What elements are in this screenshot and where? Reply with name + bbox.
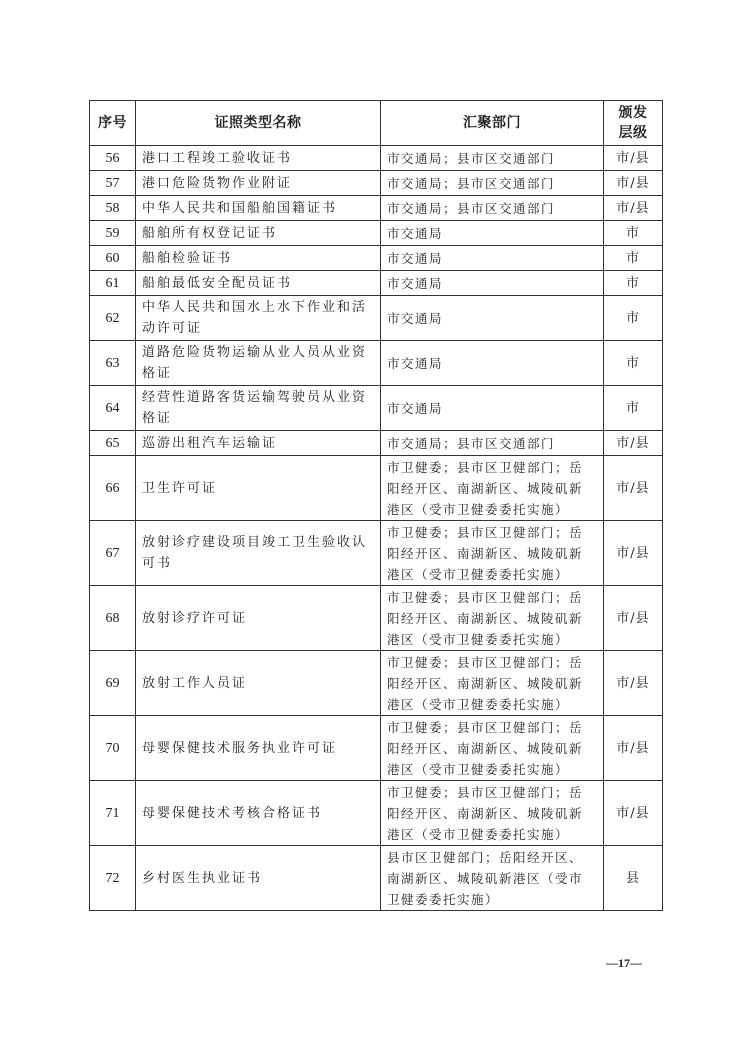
department (381, 386, 604, 431)
certificate-name (136, 846, 381, 911)
department-line: 市交通局；县市区交通部门 (387, 175, 556, 191)
department-line: 港区（受市卫健委委托实施） (387, 826, 570, 842)
table-row (90, 521, 663, 586)
department (381, 716, 604, 781)
table-header-row (90, 101, 663, 146)
department-line: 市卫健委；县市区卫健部门；岳 (387, 589, 584, 605)
certificate-name (136, 271, 381, 296)
department-line: 市卫健委；县市区卫健部门；岳 (387, 524, 584, 540)
department (381, 456, 604, 521)
table-row (90, 296, 663, 341)
table-row (90, 651, 663, 716)
row-number-text: 62 (105, 310, 120, 326)
issue-level-text: 市/县 (616, 740, 650, 756)
header-level-line: 颁发 (618, 105, 648, 121)
certificate-name-line: 道路危险货物运输从业人员从业资 (142, 345, 368, 360)
department-line: 阳经开区、南湖新区、城陵矶新 (387, 805, 584, 821)
certificate-name (136, 146, 381, 171)
department-line: 港区（受市卫健委委托实施） (387, 631, 570, 647)
issue-level (604, 521, 663, 586)
header-no: 序号 (90, 101, 136, 146)
issue-level (604, 296, 663, 341)
row-number (90, 146, 136, 171)
certificate-name (136, 221, 381, 246)
department (381, 246, 604, 271)
department (381, 196, 604, 221)
issue-level (604, 221, 663, 246)
certificate-name-line: 船舶最低安全配员证书 (142, 275, 293, 291)
issue-level (604, 716, 663, 781)
department (381, 271, 604, 296)
department-line: 阳经开区、南湖新区、城陵矶新 (387, 545, 584, 561)
row-number (90, 221, 136, 246)
department (381, 341, 604, 386)
row-number (90, 296, 136, 341)
department-line: 市交通局 (387, 225, 444, 241)
issue-level-text: 市/县 (616, 200, 650, 216)
row-number (90, 586, 136, 651)
department-line: 市卫健委；县市区卫健部门；岳 (387, 459, 584, 475)
issue-level (604, 846, 663, 911)
table-row (90, 196, 663, 221)
department-line: 市交通局；县市区交通部门 (387, 200, 556, 216)
table-row (90, 456, 663, 521)
header-level-line: 层级 (618, 125, 648, 141)
department (381, 431, 604, 456)
row-number (90, 271, 136, 296)
row-number-text: 56 (105, 150, 120, 166)
issue-level (604, 781, 663, 846)
issue-level (604, 246, 663, 271)
row-number-text: 65 (105, 435, 120, 451)
issue-level-text: 市/县 (616, 805, 650, 821)
table-row (90, 781, 663, 846)
certificate-name-line: 港口危险货物作业附证 (142, 175, 293, 191)
row-number (90, 431, 136, 456)
table-row (90, 271, 663, 296)
header-level (604, 101, 663, 146)
row-number (90, 341, 136, 386)
certificate-name (136, 296, 381, 341)
certificate-name-line: 港口工程竣工验收证书 (142, 150, 293, 166)
header-name: 证照类型名称 (136, 101, 381, 146)
issue-level-text: 市 (625, 400, 640, 416)
department-line: 阳经开区、南湖新区、城陵矶新 (387, 740, 584, 756)
certificate-name-line: 放射诊疗建设项目竣工卫生验收认 (142, 535, 368, 550)
department (381, 586, 604, 651)
department (381, 296, 604, 341)
issue-level-text: 市 (625, 355, 640, 371)
certificate-name (136, 196, 381, 221)
issue-level (604, 431, 663, 456)
certificate-name-line: 船舶检验证书 (142, 250, 233, 266)
row-number (90, 386, 136, 431)
certificate-name-line: 乡村医生执业证书 (142, 870, 263, 886)
row-number-text: 66 (105, 480, 120, 496)
issue-level (604, 171, 663, 196)
issue-level-text: 市/县 (616, 675, 650, 691)
certificate-name-line: 可书 (142, 556, 173, 571)
department (381, 146, 604, 171)
issue-level (604, 341, 663, 386)
issue-level-text: 市/县 (616, 480, 650, 496)
certificate-name (136, 386, 381, 431)
certificate-name-line: 动许可证 (142, 321, 203, 336)
table-row (90, 431, 663, 456)
table-row (90, 586, 663, 651)
department-line: 阳经开区、南湖新区、城陵矶新 (387, 610, 584, 626)
certificate-name-line: 格证 (142, 411, 173, 426)
certificate-name-line: 巡游出租汽车运输证 (142, 435, 278, 451)
table-row (90, 221, 663, 246)
row-number (90, 846, 136, 911)
issue-level-text: 县 (625, 870, 640, 886)
department-line: 港区（受市卫健委委托实施） (387, 501, 570, 517)
table-row (90, 716, 663, 781)
row-number (90, 246, 136, 271)
header-dept: 汇聚部门 (381, 101, 604, 146)
row-number-text: 63 (105, 355, 120, 371)
department-line: 市交通局 (387, 275, 444, 291)
table-row (90, 171, 663, 196)
issue-level-text: 市 (625, 225, 640, 241)
department (381, 781, 604, 846)
department (381, 171, 604, 196)
issue-level-text: 市/县 (616, 610, 650, 626)
department-line: 市交通局 (387, 355, 444, 371)
department-line: 阳经开区、南湖新区、城陵矶新 (387, 675, 584, 691)
department-line: 市交通局 (387, 310, 444, 326)
certificate-name (136, 781, 381, 846)
department-line: 卫健委委托实施） (387, 891, 500, 907)
department (381, 651, 604, 716)
issue-level (604, 271, 663, 296)
certificate-name (136, 341, 381, 386)
row-number-text: 61 (105, 275, 120, 291)
row-number-text: 72 (105, 870, 120, 886)
row-number (90, 651, 136, 716)
issue-level (604, 586, 663, 651)
issue-level-text: 市/县 (616, 175, 650, 191)
department (381, 521, 604, 586)
row-number-text: 71 (105, 805, 120, 821)
certificate-name-line: 中华人民共和国水上水下作业和活 (142, 300, 368, 315)
department-line: 港区（受市卫健委委托实施） (387, 761, 570, 777)
issue-level-text: 市 (625, 275, 640, 291)
certificate-table (89, 100, 663, 911)
table-row (90, 341, 663, 386)
issue-level-text: 市 (625, 310, 640, 326)
table-row (90, 846, 663, 911)
department-line: 县市区卫健部门；岳阳经开区、 (387, 849, 584, 865)
row-number (90, 456, 136, 521)
certificate-name (136, 586, 381, 651)
department-line: 市交通局；县市区交通部门 (387, 150, 556, 166)
issue-level-text: 市/县 (616, 545, 650, 561)
table-row (90, 386, 663, 431)
issue-level (604, 386, 663, 431)
issue-level-text: 市/县 (616, 435, 650, 451)
row-number-text: 70 (105, 740, 120, 756)
row-number-text: 64 (105, 400, 120, 416)
row-number-text: 68 (105, 610, 120, 626)
issue-level (604, 146, 663, 171)
department-line: 市卫健委；县市区卫健部门；岳 (387, 784, 584, 800)
certificate-name-line: 放射诊疗许可证 (142, 610, 248, 626)
department-line: 港区（受市卫健委委托实施） (387, 696, 570, 712)
department-line: 市卫健委；县市区卫健部门；岳 (387, 719, 584, 735)
page-number: —17— (606, 956, 642, 970)
row-number (90, 716, 136, 781)
department-line: 市交通局；县市区交通部门 (387, 435, 556, 451)
row-number (90, 781, 136, 846)
certificate-name-line: 格证 (142, 366, 173, 381)
certificate-name-line: 母婴保健技术服务执业许可证 (142, 740, 338, 756)
certificate-name (136, 456, 381, 521)
issue-level-text: 市 (625, 250, 640, 266)
certificate-name-line: 中华人民共和国船舶国籍证书 (142, 200, 338, 216)
department-line: 市卫健委；县市区卫健部门；岳 (387, 654, 584, 670)
row-number-text: 67 (105, 545, 120, 561)
department-line: 市交通局 (387, 250, 444, 266)
row-number (90, 171, 136, 196)
row-number-text: 58 (105, 200, 120, 216)
department-line: 南湖新区、城陵矶新港区（受市 (387, 870, 584, 886)
department (381, 846, 604, 911)
row-number-text: 60 (105, 250, 120, 266)
row-number-text: 57 (105, 175, 120, 191)
department-line: 港区（受市卫健委委托实施） (387, 566, 570, 582)
certificate-name (136, 246, 381, 271)
table-row (90, 246, 663, 271)
row-number (90, 196, 136, 221)
row-number-text: 69 (105, 675, 120, 691)
certificate-name-line: 母婴保健技术考核合格证书 (142, 805, 323, 821)
certificate-name-line: 船舶所有权登记证书 (142, 225, 278, 241)
issue-level (604, 196, 663, 221)
certificate-name (136, 651, 381, 716)
certificate-name (136, 521, 381, 586)
certificate-name (136, 716, 381, 781)
certificate-name-line: 经营性道路客货运输驾驶员从业资 (142, 390, 368, 405)
row-number-text: 59 (105, 225, 120, 241)
issue-level-text: 市/县 (616, 150, 650, 166)
row-number (90, 521, 136, 586)
certificate-name (136, 431, 381, 456)
department-line: 市交通局 (387, 400, 444, 416)
certificate-name-line: 放射工作人员证 (142, 675, 248, 691)
department-line: 阳经开区、南湖新区、城陵矶新 (387, 480, 584, 496)
certificate-name (136, 171, 381, 196)
issue-level (604, 651, 663, 716)
issue-level (604, 456, 663, 521)
table-row (90, 146, 663, 171)
certificate-name-line: 卫生许可证 (142, 480, 218, 496)
department (381, 221, 604, 246)
